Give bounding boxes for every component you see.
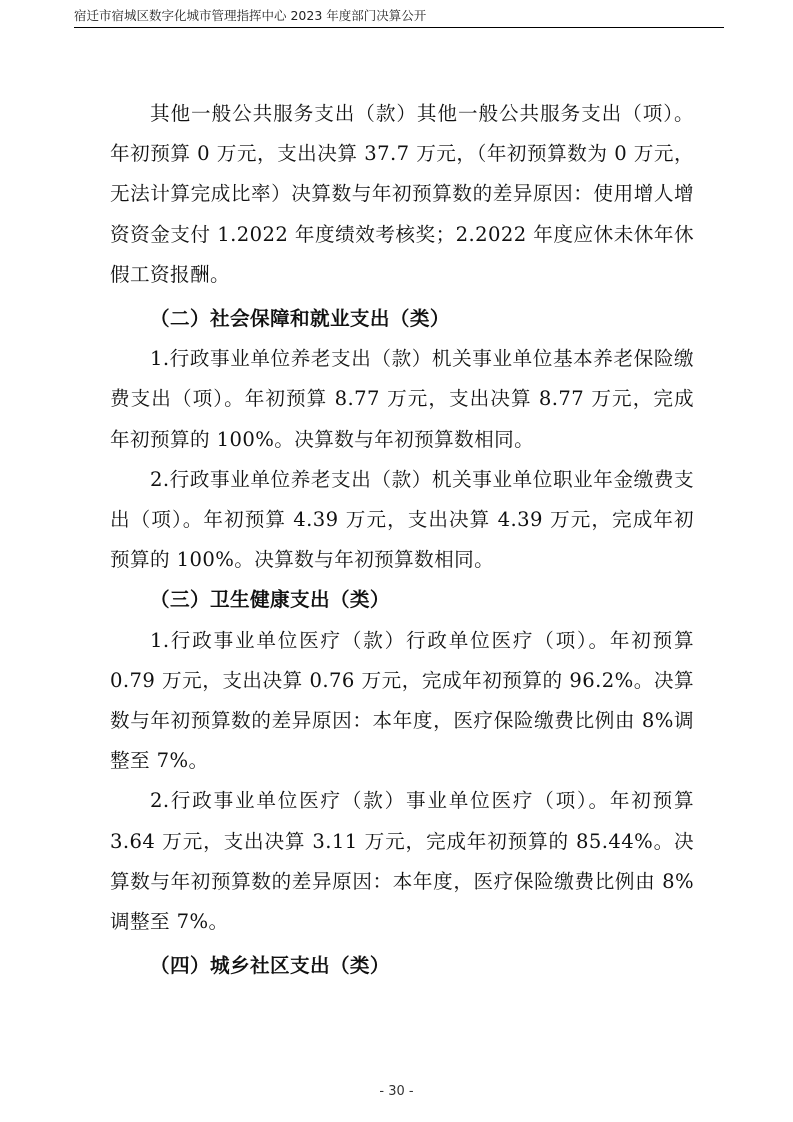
section-heading-urban-rural: （四）城乡社区支出（类） <box>150 954 390 978</box>
paragraph-institution-medical: 2.行政事业单位医疗（款）事业单位医疗（项）。年初预算 3.64 万元，支出决算 3.11 万元，完成年初预算的 85.44%。决算数与年初预算数的差异原因：本年度，医疗保险缴费比例由 8%调整至 7%。 <box>110 789 694 934</box>
document-body <box>110 94 694 986</box>
page-header: 宿迁市宿城区数字化城市管理指挥中心 2023 年度部门决算公开 <box>74 8 427 23</box>
header-divider <box>74 27 724 28</box>
paragraph-basic-pension: 1.行政事业单位养老支出（款）机关事业单位基本养老保险缴费支出（项）。年初预算 8.77 万元，支出决算 8.77 万元，完成年初预算的 100%。决算数与年初预算数相同。 <box>110 347 694 451</box>
paragraph-occupational-annuity: 2.行政事业单位养老支出（款）机关事业单位职业年金缴费支出（项）。年初预算 4.39 万元，支出决算 4.39 万元，完成年初预算的 100%。决算数与年初预算数相同。 <box>110 467 694 572</box>
page-number: - 30 - <box>379 1084 414 1099</box>
section-heading-social-security: （二）社会保障和就业支出（类） <box>150 307 450 331</box>
section-heading-health: （三）卫生健康支出（类） <box>150 588 390 612</box>
paragraph-other-general-public-services: 其他一般公共服务支出（款）其他一般公共服务支出（项）。年初预算 0 万元，支出决算 37.7 万元，（年初预算数为 0 万元，无法计算完成比率）决算数与年初预算数的差异原因：使用增人增资资金支付 1.2022 年度绩效考核奖；2.2022 年度应休未休年休假工资报酬。 <box>110 102 694 286</box>
paragraph-administrative-medical: 1.行政事业单位医疗（款）行政单位医疗（项）。年初预算 0.79 万元，支出决算 0.76 万元，完成年初预算的 96.2%。决算数与年初预算数的差异原因：本年度，医疗保险缴费比例由 8%调整至 7%。 <box>110 628 694 773</box>
